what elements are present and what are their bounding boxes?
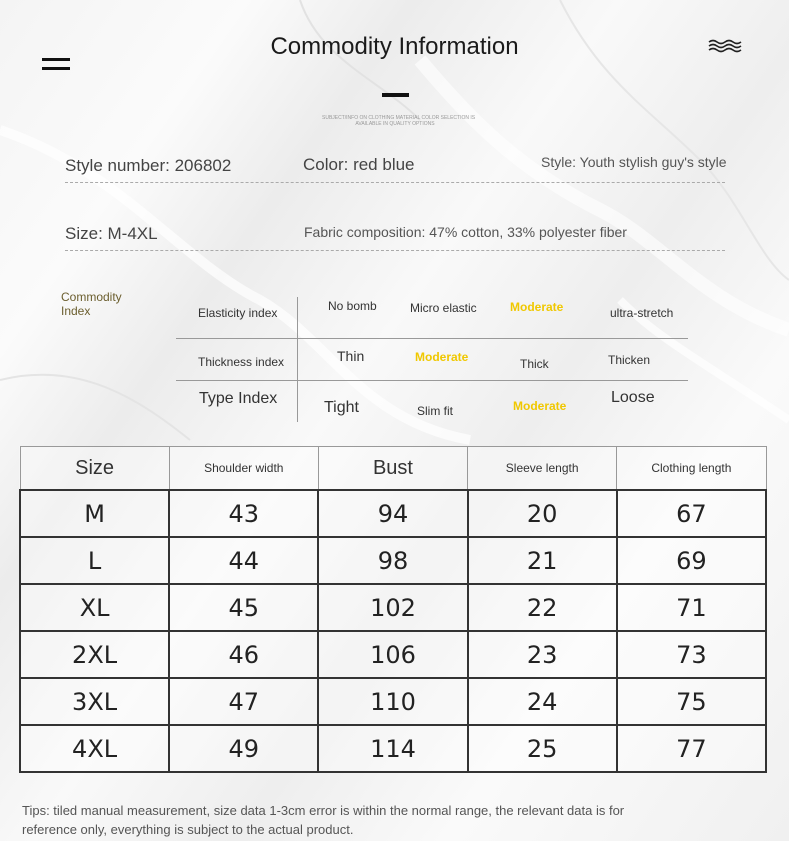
table-cell: 21 [468,537,617,584]
table-cell: 24 [468,678,617,725]
measurement-tips: Tips: tiled manual measurement, size data 1-3cm error is within the normal range, the relevant data is for reference only, everything is subject to the actual product. [22,803,625,837]
column-header-bust: Bust [318,447,467,491]
type-option-selected: Moderate [513,399,567,413]
thickness-option: Thin [337,348,365,364]
table-header-row [20,447,766,491]
table-row [20,678,766,725]
table-cell: 47 [169,678,318,725]
page-title: Commodity Information [270,33,519,60]
thickness-option: Thick [520,357,549,371]
table-cell: 25 [468,725,617,772]
index-vertical-divider [297,297,298,422]
table-cell: 69 [617,537,766,584]
title-underline [382,93,409,97]
table-cell: 43 [169,490,318,537]
table-cell: 67 [617,490,766,537]
thickness-option-selected: Moderate [415,350,469,364]
dashed-divider [65,182,725,183]
size-range: Size: M-4XL [65,224,158,243]
size-chart-table [19,446,767,773]
table-row [20,631,766,678]
column-header-length: Clothing length [617,447,766,491]
table-cell: L [20,537,169,584]
type-option: Tight [324,399,359,416]
table-cell: 73 [617,631,766,678]
column-header-shoulder: Shoulder width [169,447,318,491]
elasticity-option-selected: Moderate [510,300,564,314]
type-option: Slim fit [417,404,453,418]
style-number: Style number: 206802 [65,156,232,175]
style-info: Style: Youth stylish guy's style [541,154,727,170]
thickness-index-label: Thickness index [198,355,285,369]
table-row [20,490,766,537]
table-row [20,725,766,772]
table-cell: 94 [318,490,467,537]
table-cell: 71 [617,584,766,631]
table-cell: 49 [169,725,318,772]
table-cell: M [20,490,169,537]
table-cell: 22 [468,584,617,631]
table-row [20,584,766,631]
waves-icon [707,38,747,54]
table-cell: 46 [169,631,318,678]
table-row [20,537,766,584]
dashed-divider [65,250,725,251]
fabric-composition: Fabric composition: 47% cotton, 33% polyester fiber [304,224,627,240]
commodity-index-label: Commodity Index [61,290,122,318]
table-cell: 75 [617,678,766,725]
table-cell: 2XL [20,631,169,678]
table-cell: 102 [318,584,467,631]
column-header-size: Size [20,447,169,491]
table-cell: 44 [169,537,318,584]
table-cell: 23 [468,631,617,678]
table-cell: 20 [468,490,617,537]
color-info: Color: red blue [303,155,415,174]
table-cell: 114 [318,725,467,772]
table-cell: 98 [318,537,467,584]
table-cell: 45 [169,584,318,631]
type-option: Loose [611,389,655,406]
subtitle-fine-print: SUBJECT/INFO ON CLOTHING MATERIAL COLOR SELECTION IS AVAILABLE IN QUALITY OPTIONS [322,115,476,127]
type-index-label: Type Index [199,390,278,407]
elasticity-option: ultra-stretch [610,306,674,320]
table-cell: 77 [617,725,766,772]
table-cell: 3XL [20,678,169,725]
elasticity-option: No bomb [328,299,377,313]
index-row-divider [176,380,688,381]
elasticity-index-label: Elasticity index [198,306,278,320]
table-cell: 106 [318,631,467,678]
column-header-sleeve: Sleeve length [468,447,617,491]
table-cell: XL [20,584,169,631]
table-cell: 4XL [20,725,169,772]
index-row-divider [176,338,688,339]
thickness-option: Thicken [608,353,651,367]
elasticity-option: Micro elastic [410,301,477,315]
table-cell: 110 [318,678,467,725]
